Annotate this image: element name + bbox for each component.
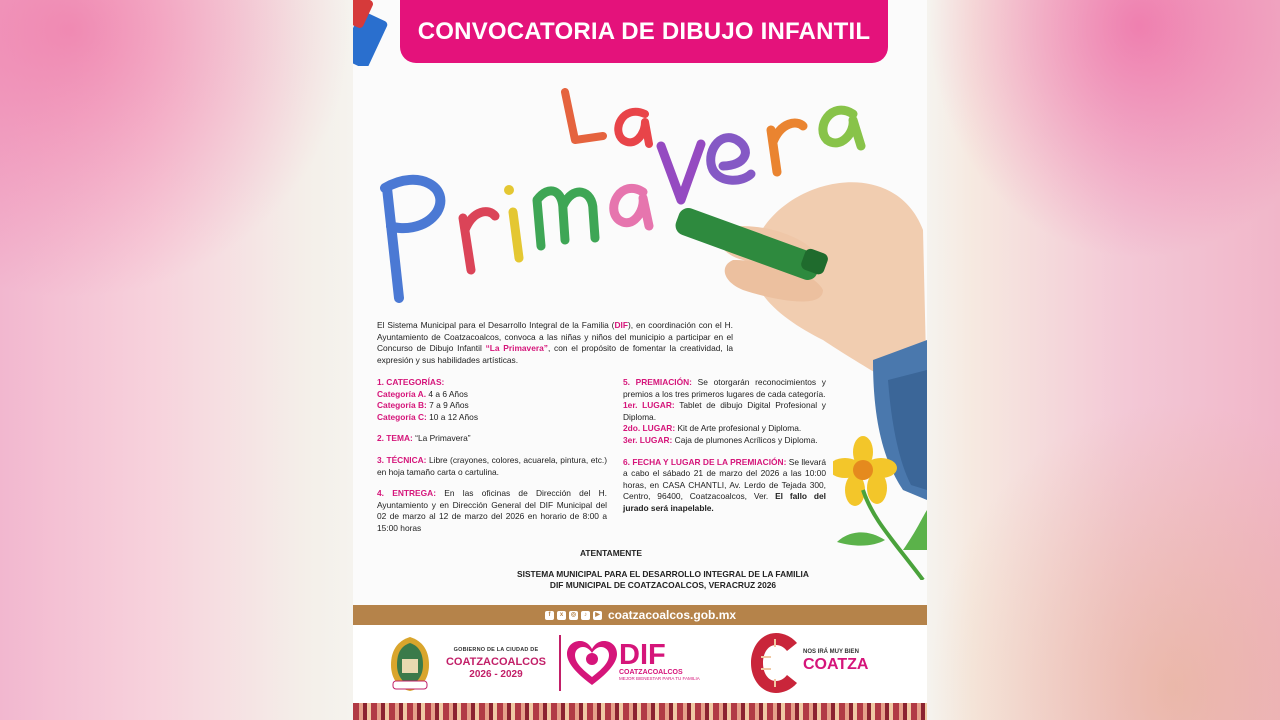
website-link[interactable]: coatzacoalcos.gob.mx bbox=[608, 608, 737, 622]
intro-paragraph bbox=[377, 320, 733, 366]
intro-text-3: , con el propósito de fomentar la creatividad, la expresión y sus habilidades artísticas. bbox=[377, 343, 733, 365]
social-icons bbox=[545, 611, 602, 620]
background-glow-left bbox=[0, 0, 353, 300]
dif-tagline: MEJOR BIENESTAR PARA TU FAMILIA bbox=[619, 676, 700, 681]
facebook-icon[interactable]: f bbox=[545, 611, 554, 620]
entrega-section bbox=[377, 488, 607, 534]
gobierno-logo bbox=[437, 647, 555, 680]
coatza-logo bbox=[803, 649, 868, 674]
intro-highlight: “La Primavera” bbox=[485, 343, 548, 354]
coatza-name: COATZA bbox=[803, 656, 869, 673]
poster bbox=[353, 0, 927, 720]
tiktok-icon[interactable]: ♪ bbox=[581, 611, 590, 620]
place-2: 2do. LUGAR: Kit de Arte profesional y Diploma. bbox=[623, 423, 802, 434]
categorias-title: 1. CATEGORÍAS: bbox=[377, 377, 445, 387]
categoria-c: Categoría C: 10 a 12 Años bbox=[377, 411, 479, 422]
tema-title: 2. TEMA: bbox=[377, 433, 413, 444]
dif-name: DIF bbox=[619, 639, 666, 671]
left-column bbox=[377, 377, 607, 545]
page-title: CONVOCATORIA DE DIBUJO INFANTIL bbox=[417, 17, 871, 45]
atentamente-label: ATENTAMENTE bbox=[579, 548, 643, 558]
tema-value: “La Primavera” bbox=[415, 433, 471, 444]
background-glow-right bbox=[927, 0, 1280, 260]
dif-heart-icon bbox=[567, 641, 617, 687]
instagram-icon[interactable]: ◎ bbox=[570, 611, 577, 618]
tecnica-title: 3. TÉCNICA: bbox=[377, 454, 427, 465]
blue-crayon-image bbox=[353, 0, 399, 66]
entrega-title: 4. ENTREGA: bbox=[377, 488, 436, 499]
premiacion-title: 5. PREMIACIÓN: bbox=[623, 377, 692, 387]
place-1: 1er. LUGAR: Tablet de dibujo Digital Profesional y Diploma. bbox=[623, 400, 826, 422]
fecha-bold: El fallo del jurado será inapelable. bbox=[623, 491, 826, 513]
entrega-value: En las oficinas de Dirección del H. Ayuntamiento y en Dirección General del DIF Municipal del 02 de marzo al 12 de marzo del 2026 en horario de 8:00 a 15:00 horas bbox=[377, 488, 607, 533]
intro-dif: DIF bbox=[614, 320, 628, 330]
title-banner bbox=[400, 0, 888, 63]
gobierno-city: COATZACOALCOS bbox=[445, 656, 546, 668]
premiacion-section bbox=[623, 377, 826, 447]
tecnica-value: Libre (crayones, colores, acuarela, pintura, etc.) en hoja tamaño carta o cartulina. bbox=[377, 454, 607, 477]
place-3: 3er. LUGAR: Caja de plumones Acrílicos y Diploma. bbox=[623, 434, 818, 445]
dif-sub: COATZACOALCOS bbox=[619, 669, 683, 676]
youtube-icon[interactable]: ▶ bbox=[593, 611, 602, 620]
intro-text-1: El Sistema Municipal para el Desarrollo Integral de la Familia ( bbox=[377, 320, 615, 330]
sponsor-logos bbox=[353, 625, 927, 703]
gobierno-small: GOBIERNO DE LA CIUDAD DE bbox=[453, 647, 539, 653]
fecha-title: 6. FECHA Y LUGAR DE LA PREMIACIÓN: bbox=[623, 456, 787, 467]
signature-line-2: DIF MUNICIPAL DE COATZACOALCOS, VERACRUZ 2026 bbox=[549, 580, 777, 590]
dif-logo bbox=[619, 641, 700, 681]
x-icon[interactable]: x bbox=[557, 611, 566, 620]
logo-divider bbox=[559, 635, 561, 691]
decorative-border bbox=[353, 703, 927, 720]
fecha-section bbox=[623, 457, 826, 515]
coatzacoalcos-seal-icon bbox=[389, 635, 431, 693]
background-glow-bottom bbox=[927, 400, 1280, 720]
art-text-la: La bbox=[353, 70, 355, 71]
coatza-tagline: NOS IRÁ MUY BIEN bbox=[803, 649, 859, 655]
signature-line-1: SISTEMA MUNICIPAL PARA EL DESARROLLO INTEGRAL DE LA FAMILIA bbox=[517, 569, 809, 579]
categoria-a: Categoría A. 4 a 6 Años bbox=[377, 388, 468, 399]
right-column bbox=[623, 377, 826, 525]
gobierno-years: 2026 - 2029 bbox=[469, 669, 523, 680]
coatza-c-logo-icon bbox=[751, 633, 801, 693]
intro-text-2: ), en coordinación con el H. Ayuntamiento de Coatzacoalcos, convoca a las niñas y niños del municipio a participar en el Concurso de Dibujo Infantil bbox=[377, 320, 734, 354]
tecnica-section bbox=[377, 455, 607, 478]
categoria-b: Categoría B: 7 a 9 Años bbox=[377, 400, 469, 411]
premiacion-value: Se otorgarán reconocimientos y premios a los tres primeros lugares de cada categoría. bbox=[623, 377, 826, 399]
tema-section bbox=[377, 433, 607, 445]
footer-strip bbox=[353, 605, 927, 625]
categorias-section bbox=[377, 377, 607, 423]
fecha-value: Se llevará a cabo el sábado 21 de marzo del 2026 a las 10:00 horas, en CASA CHANTLI, Av. Lerdo de Tejada 300, Centro, 96400, Coatzacoalcos, Ver. bbox=[623, 456, 827, 502]
